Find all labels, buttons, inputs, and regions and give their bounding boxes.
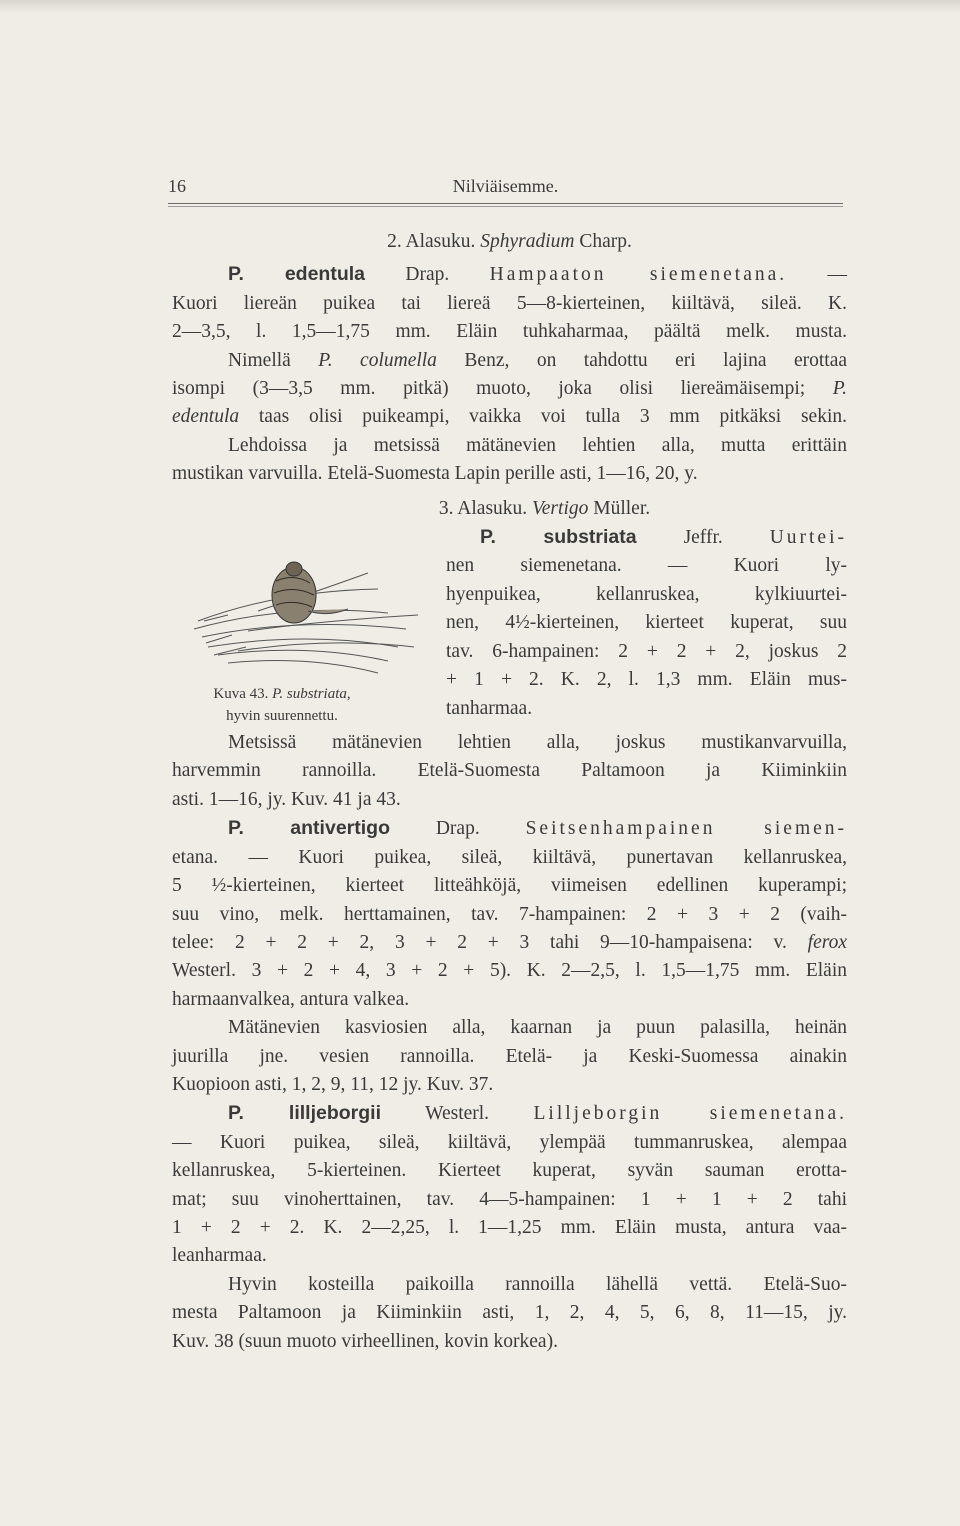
page-edge	[0, 0, 960, 14]
common-name: Hampaaton siemenetana.	[489, 264, 788, 286]
genus-sphyradium: Sphyradium	[480, 231, 575, 252]
figure-substriata-block	[172, 523, 847, 729]
species-name: P. lilljeborgii	[228, 1102, 381, 1125]
species-name: P. edentula	[228, 263, 366, 286]
common-name: Seitsenhampainen siemen-	[525, 818, 848, 840]
species-antivertigo: P. antivertigo Drap. Seitsenhampainen siemen- etana. — Kuori puikea, sileä, kiiltävä, punertavan kellanruskea, 5 ½-kierteinen, kierteet litteähköjä, viimeisen edellinen kuperampi; suu vino, melk. herttamainen, tav. 7-hampainen: 2 + 3 + 2 (vaih- telee: 2 + 2 + 2, 3 + 2 + 3 tahi 9—10-hampaisena: v. ferox Westerl. 3 + 2 + 4, 3 + 2 + 5). K. 2—2,5, l. 1,5—1,75 mm. Eläin harmaanvalkea, antura valkea. Mätänevien kasviosien alla, kaarnan ja puun palasilla, heinän juurilla jne. vesien rannoilla. Etelä- ja Keski-Suomessa ainakin Kuopioon asti, 1, 2, 9, 11, 12 jy. Kuv. 37.	[172, 817, 848, 1095]
section-heading-vertigo: 3. Alasuku. Vertigo Müller.	[438, 497, 651, 519]
page-number: 16	[168, 176, 186, 196]
header-rule	[168, 203, 843, 207]
body-text	[172, 228, 847, 1356]
species-name: P. antivertigo	[228, 817, 390, 840]
section-heading-sphyradium: 2. Alasuku. Sphyradium Charp.	[387, 231, 632, 252]
common-name: Lilljeborgin siemenetana.	[533, 1103, 848, 1125]
species-name: P. substriata	[480, 526, 637, 549]
snail-figure	[188, 551, 420, 681]
figure-caption: Kuva 43. P. substriata, hyvin suurennettu.	[213, 686, 351, 725]
species-substriata-habitat: Metsissä mätänevien lehtien alla, joskus mustikanvarvuilla, harvemmin rannoilla. Etelä-Suomesta Paltamoon ja Kiiminkiin asti. 1—16, jy. Kuv. 41 ja 43.	[172, 732, 847, 810]
page-header	[168, 176, 843, 200]
genus-vertigo: Vertigo	[532, 497, 589, 519]
species-edentula: P. edentula Drap. Hampaaton siemenetana. — Kuori liereän puikea tai liereä 5—8-kierteinen, kiiltävä, sileä. K. 2—3,5, l. 1,5—1,75 mm. Eläin tuhkaharmaa, päältä melk. musta. Nimellä P. columella Benz, on tahdottu eri lajina erottaa isompi (3—3,5 mm. pitkä) muoto, joka olisi liereämäisempi; P. edentula taas olisi puikeampi, vaikka voi tulla 3 mm pitkäksi sekin. Lehdoissa ja metsissä mätänevien lehtien alla, mutta erittäin mustikan varvuilla. Etelä-Suomesta Lapin perille asti, 1—16, 20, y.	[172, 263, 848, 485]
species-substriata-intro: P. substriata Jeffr. Uurtei- nen siemenetana. — Kuori ly- hyenpuikea, kellanruskea, kylkiuurtei- nen, 4½-kierteinen, kierteet kuperat, suu tav. 6-hampainen: 2 + 2 + 2, joskus 2 + 1 + 2. K. 2, l. 1,3 mm. Eläin mus- tanharmaa.	[446, 526, 847, 719]
running-title: Nilviäisemme.	[452, 176, 559, 196]
species-lilljeborgii: P. lilljeborgii Westerl. Lilljeborgin siemenetana. — Kuori puikea, sileä, kiiltävä, ylempää tummanruskea, alempaa kellanruskea, 5-kierteinen. Kierteet kuperat, syvän sauman erotta- mat; suu vinoherttainen, tav. 4—5-hampainen: 1 + 1 + 2 tahi 1 + 2 + 2. K. 2—2,25, l. 1—1,25 mm. Eläin musta, antura vaa- leanharmaa. Hyvin kosteilla paikoilla rannoilla lähellä vettä. Etelä-Suo- mesta Paltamoon ja Kiiminkiin asti, 1, 2, 4, 5, 6, 8, 11—15, jy. Kuv. 38 (suun muoto virheellinen, kovin korkea).	[172, 1102, 848, 1352]
